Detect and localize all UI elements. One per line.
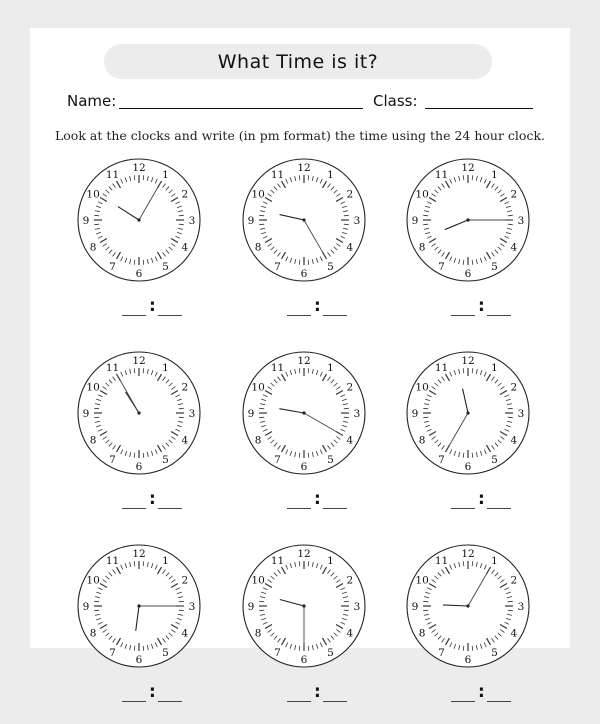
clock-number: 5	[491, 646, 498, 659]
clock-item	[239, 544, 369, 724]
clock-number: 10	[415, 574, 429, 587]
clock-number: 3	[188, 215, 196, 227]
tick-mark	[259, 215, 264, 216]
clock-number: 8	[254, 434, 262, 447]
answer-blank[interactable]	[239, 682, 369, 708]
clock-number: 9	[82, 601, 90, 613]
tick-mark	[94, 408, 99, 409]
answer-blank[interactable]	[403, 296, 533, 322]
clock-number: 5	[327, 646, 334, 659]
analog-clock	[403, 158, 533, 282]
time-colon: :	[149, 489, 156, 509]
tick-mark	[143, 561, 144, 566]
class-blank-line	[425, 108, 533, 109]
tick-mark	[508, 417, 513, 418]
clock-number: 5	[162, 260, 169, 273]
tick-mark	[472, 561, 473, 566]
clock-number: 2	[510, 381, 518, 394]
minutes-blank-line[interactable]	[487, 315, 511, 316]
tick-mark	[143, 453, 144, 458]
clock-number: 7	[274, 260, 281, 273]
clock-number: 4	[510, 434, 518, 447]
clock-number: 10	[415, 188, 429, 201]
clock-center-pin	[466, 218, 469, 221]
tick-mark	[463, 368, 464, 373]
clock-number: 9	[247, 408, 255, 420]
tick-mark	[134, 175, 135, 180]
tick-mark	[179, 601, 184, 602]
tick-mark	[423, 610, 428, 611]
clock-number: 9	[82, 215, 90, 227]
clock-number: 12	[461, 355, 475, 367]
minutes-blank-line[interactable]	[323, 701, 347, 702]
clock-number: 2	[510, 188, 518, 201]
clock-number: 6	[300, 268, 308, 280]
analog-clock	[239, 158, 369, 282]
clock-number: 8	[254, 241, 262, 254]
tick-mark	[508, 610, 513, 611]
tick-mark	[344, 215, 349, 216]
clock-number: 1	[162, 555, 169, 568]
tick-mark	[299, 175, 300, 180]
tick-mark	[299, 368, 300, 373]
name-class-row	[67, 90, 537, 112]
clock-item	[403, 158, 533, 338]
clock-center-pin	[466, 411, 469, 414]
time-colon: :	[314, 489, 321, 509]
tick-mark	[134, 453, 135, 458]
clock-number: 7	[438, 646, 445, 659]
clock-number: 12	[297, 355, 311, 367]
time-colon: :	[149, 682, 156, 702]
time-colon: :	[314, 682, 321, 702]
clock-number: 1	[162, 169, 169, 182]
clock-number: 6	[135, 461, 143, 473]
clock-number: 3	[517, 408, 525, 420]
clock-number: 5	[162, 453, 169, 466]
hours-blank-line[interactable]	[451, 701, 475, 702]
tick-mark	[463, 175, 464, 180]
time-colon: :	[314, 296, 321, 316]
clock-number: 2	[346, 381, 354, 394]
clock-number: 3	[188, 408, 196, 420]
tick-mark	[179, 408, 184, 409]
tick-mark	[308, 453, 309, 458]
clock-number: 8	[418, 627, 426, 640]
tick-mark	[143, 260, 144, 265]
clock-number: 1	[327, 555, 334, 568]
clock-item	[239, 158, 369, 338]
analog-clock	[403, 544, 533, 668]
clock-number: 3	[353, 408, 361, 420]
tick-mark	[472, 368, 473, 373]
clock-number: 9	[411, 601, 419, 613]
tick-mark	[259, 408, 264, 409]
tick-mark	[179, 417, 184, 418]
tick-mark	[472, 646, 473, 651]
clock-number: 12	[461, 162, 475, 174]
clock-number: 5	[162, 646, 169, 659]
analog-clock	[239, 351, 369, 475]
clock-number: 2	[510, 574, 518, 587]
clock-number: 11	[105, 555, 120, 568]
worksheet-title: What Time is it?	[104, 44, 492, 79]
tick-mark	[179, 215, 184, 216]
tick-mark	[299, 260, 300, 265]
class-label: Class:	[373, 92, 418, 110]
tick-mark	[472, 175, 473, 180]
clock-number: 9	[82, 408, 90, 420]
tick-mark	[134, 646, 135, 651]
clock-number: 1	[491, 169, 498, 182]
answer-blank[interactable]	[74, 682, 204, 708]
minutes-blank-line[interactable]	[323, 508, 347, 509]
clock-number: 11	[105, 362, 120, 375]
clock-number: 1	[491, 555, 498, 568]
clock-number: 6	[135, 268, 143, 280]
tick-mark	[308, 561, 309, 566]
clock-number: 6	[464, 654, 472, 666]
clock-number: 11	[270, 555, 285, 568]
clock-number: 6	[464, 461, 472, 473]
clock-center-pin	[302, 604, 305, 607]
instructions: Look at the clocks and write (in pm format) the time using the 24 hour clock.	[54, 128, 545, 143]
tick-mark	[308, 260, 309, 265]
tick-mark	[143, 368, 144, 373]
tick-mark	[308, 646, 309, 651]
name-label: Name:	[67, 92, 117, 110]
clock-number: 2	[181, 188, 189, 201]
hours-blank-line[interactable]	[287, 508, 311, 509]
clock-number: 7	[438, 453, 445, 466]
clock-number: 12	[132, 548, 146, 560]
clock-number: 3	[517, 215, 525, 227]
tick-mark	[472, 260, 473, 265]
answer-blank[interactable]	[74, 296, 204, 322]
clock-number: 2	[181, 574, 189, 587]
clock-center-pin	[137, 411, 140, 414]
clock-number: 1	[162, 362, 169, 375]
clock-number: 10	[86, 574, 100, 587]
tick-mark	[463, 260, 464, 265]
tick-mark	[143, 646, 144, 651]
clock-number: 7	[274, 646, 281, 659]
tick-mark	[299, 561, 300, 566]
tick-mark	[94, 601, 99, 602]
hours-blank-line[interactable]	[287, 315, 311, 316]
clock-number: 12	[297, 162, 311, 174]
clock-number: 2	[346, 574, 354, 587]
hours-blank-line[interactable]	[451, 508, 475, 509]
clock-number: 4	[181, 241, 189, 254]
clock-center-pin	[466, 604, 469, 607]
tick-mark	[463, 646, 464, 651]
clock-number: 2	[181, 381, 189, 394]
clock-number: 7	[109, 260, 116, 273]
tick-mark	[179, 610, 184, 611]
clock-number: 8	[89, 241, 97, 254]
clock-number: 8	[254, 627, 262, 640]
clock-number: 11	[434, 169, 449, 182]
tick-mark	[423, 224, 428, 225]
clock-number: 8	[89, 627, 97, 640]
tick-mark	[463, 561, 464, 566]
clock-number: 9	[411, 215, 419, 227]
tick-mark	[94, 610, 99, 611]
tick-mark	[344, 417, 349, 418]
tick-mark	[508, 224, 513, 225]
clock-number: 11	[105, 169, 120, 182]
clock-number: 4	[346, 627, 354, 640]
clock-item	[74, 544, 204, 724]
clock-number: 7	[109, 646, 116, 659]
analog-clock	[403, 351, 533, 475]
tick-mark	[299, 453, 300, 458]
clock-number: 6	[300, 461, 308, 473]
analog-clock	[239, 544, 369, 668]
minutes-blank-line[interactable]	[158, 315, 182, 316]
clock-number: 4	[181, 434, 189, 447]
tick-mark	[423, 417, 428, 418]
clock-number: 12	[132, 355, 146, 367]
minutes-blank-line[interactable]	[158, 701, 182, 702]
tick-mark	[508, 601, 513, 602]
tick-mark	[508, 408, 513, 409]
answer-blank[interactable]	[239, 489, 369, 515]
tick-mark	[259, 417, 264, 418]
tick-mark	[472, 453, 473, 458]
clock-center-pin	[302, 411, 305, 414]
tick-mark	[423, 601, 428, 602]
clock-number: 10	[86, 188, 100, 201]
clock-number: 6	[300, 654, 308, 666]
clock-center-pin	[137, 604, 140, 607]
tick-mark	[134, 561, 135, 566]
clock-item	[239, 351, 369, 531]
clock-center-pin	[137, 218, 140, 221]
clock-center-pin	[302, 218, 305, 221]
answer-blank[interactable]	[403, 682, 533, 708]
clock-number: 7	[109, 453, 116, 466]
minutes-blank-line[interactable]	[323, 315, 347, 316]
tick-mark	[94, 224, 99, 225]
tick-mark	[308, 368, 309, 373]
clock-number: 6	[464, 268, 472, 280]
analog-clock	[74, 351, 204, 475]
clock-number: 10	[251, 188, 265, 201]
clock-number: 5	[491, 453, 498, 466]
hours-blank-line[interactable]	[122, 315, 146, 316]
clock-number: 3	[517, 601, 525, 613]
clock-number: 9	[247, 215, 255, 227]
clock-number: 5	[327, 260, 334, 273]
tick-mark	[344, 408, 349, 409]
time-colon: :	[478, 489, 485, 509]
hours-blank-line[interactable]	[287, 701, 311, 702]
clock-item	[403, 544, 533, 724]
hours-blank-line[interactable]	[122, 701, 146, 702]
tick-mark	[259, 610, 264, 611]
clock-number: 4	[346, 241, 354, 254]
tick-mark	[143, 175, 144, 180]
tick-mark	[423, 215, 428, 216]
clock-number: 8	[418, 241, 426, 254]
tick-mark	[344, 601, 349, 602]
clock-number: 8	[89, 434, 97, 447]
minutes-blank-line[interactable]	[158, 508, 182, 509]
clock-number: 11	[434, 362, 449, 375]
clock-item	[74, 351, 204, 531]
clock-number: 9	[247, 601, 255, 613]
clock-number: 1	[327, 169, 334, 182]
clock-number: 12	[461, 548, 475, 560]
hours-blank-line[interactable]	[451, 315, 475, 316]
tick-mark	[259, 224, 264, 225]
tick-mark	[344, 610, 349, 611]
clock-number: 10	[251, 574, 265, 587]
time-colon: :	[478, 296, 485, 316]
clock-number: 12	[132, 162, 146, 174]
answer-blank[interactable]	[239, 296, 369, 322]
clock-number: 6	[135, 654, 143, 666]
clock-item	[74, 158, 204, 338]
clock-item	[403, 351, 533, 531]
tick-mark	[179, 224, 184, 225]
tick-mark	[134, 368, 135, 373]
clock-number: 10	[251, 381, 265, 394]
tick-mark	[344, 224, 349, 225]
clock-number: 1	[491, 362, 498, 375]
name-blank-line	[119, 108, 363, 109]
clock-number: 5	[327, 453, 334, 466]
clock-number: 1	[327, 362, 334, 375]
tick-mark	[308, 175, 309, 180]
clock-number: 12	[297, 548, 311, 560]
tick-mark	[94, 417, 99, 418]
clock-number: 3	[353, 601, 361, 613]
minutes-blank-line[interactable]	[487, 508, 511, 509]
tick-mark	[508, 215, 513, 216]
clock-number: 11	[434, 555, 449, 568]
answer-blank[interactable]	[74, 489, 204, 515]
answer-blank[interactable]	[403, 489, 533, 515]
hours-blank-line[interactable]	[122, 508, 146, 509]
clock-number: 11	[270, 169, 285, 182]
analog-clock	[74, 158, 204, 282]
tick-mark	[423, 408, 428, 409]
clock-number: 2	[346, 188, 354, 201]
clock-number: 11	[270, 362, 285, 375]
tick-mark	[94, 215, 99, 216]
clock-number: 7	[274, 453, 281, 466]
tick-mark	[299, 646, 300, 651]
clock-number: 7	[438, 260, 445, 273]
minutes-blank-line[interactable]	[487, 701, 511, 702]
clock-number: 3	[353, 215, 361, 227]
tick-mark	[463, 453, 464, 458]
clock-number: 9	[411, 408, 419, 420]
time-colon: :	[478, 682, 485, 702]
clock-number: 4	[510, 241, 518, 254]
tick-mark	[134, 260, 135, 265]
clock-number: 4	[510, 627, 518, 640]
clock-number: 4	[346, 434, 354, 447]
tick-mark	[259, 601, 264, 602]
clock-number: 10	[415, 381, 429, 394]
analog-clock	[74, 544, 204, 668]
time-colon: :	[149, 296, 156, 316]
clock-number: 8	[418, 434, 426, 447]
clock-number: 3	[188, 601, 196, 613]
clock-number: 4	[181, 627, 189, 640]
worksheet	[30, 28, 570, 702]
clock-number: 10	[86, 381, 100, 394]
clock-number: 5	[491, 260, 498, 273]
